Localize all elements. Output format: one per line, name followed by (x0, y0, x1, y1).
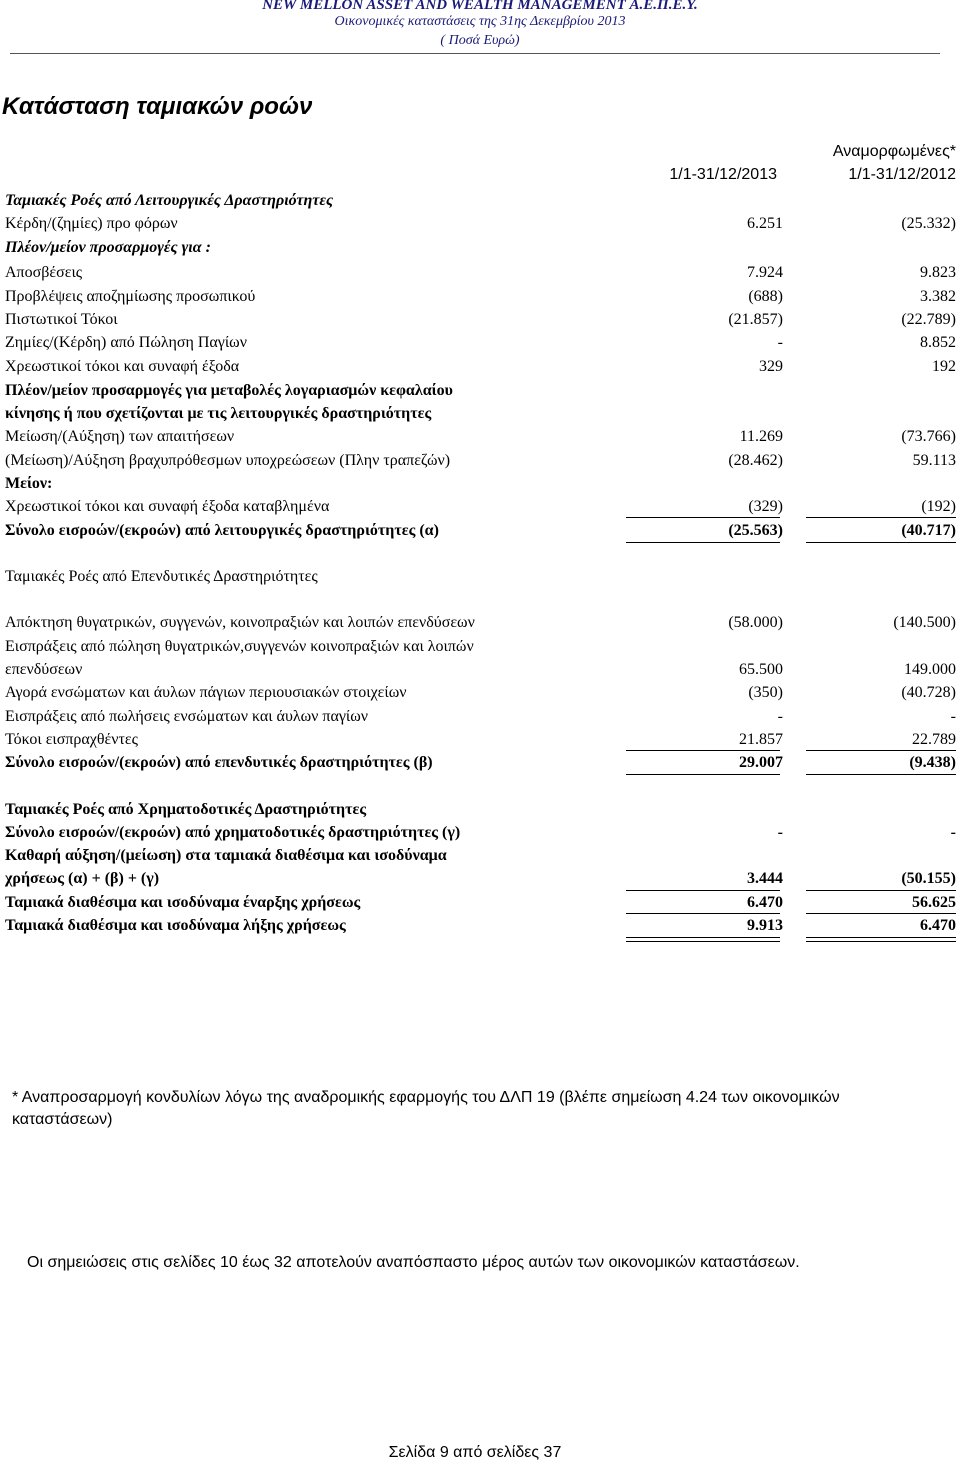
table-row: Μείον: (5, 475, 53, 492)
subtotal-rule (806, 913, 956, 914)
total-rule (626, 542, 780, 543)
subtotal-rule (626, 750, 780, 751)
table-row: Εισπράξεις από πωλήσεις ενσώματων και άυλων παγίων - - (5, 708, 956, 725)
table-row: Πλέον/μείον προσαρμογές για μεταβολές λογαριασμών κεφαλαίου (5, 382, 453, 399)
table-row: Χρεωστικοί τόκοι και συναφή έξοδα καταβλημένα (329) (192) (5, 498, 956, 515)
closing-cash-row: Ταμιακά διαθέσιμα και ισοδύναμα λήξης χρήσεως 9.913 6.470 (5, 917, 956, 934)
table-row: Πλέον/μείον προσαρμογές για : (5, 239, 211, 256)
subtotal-rule (626, 913, 780, 914)
total-row-operating: Σύνολο εισροών/(εκροών) από λειτουργικές δραστηριότητες (α) (25.563) (40.717) (5, 522, 956, 539)
table-row: Αποσβέσεις 7.924 9.823 (5, 264, 956, 281)
table-row: (Μείωση)/Αύξηση βραχυπρόθεσμων υποχρεώσεων (Πλην τραπεζών) (28.462) 59.113 (5, 452, 956, 469)
section-financing: Ταμιακές Ροές από Χρηματοδοτικές Δραστηριότητες (5, 801, 367, 818)
subtotal-rule (626, 890, 780, 891)
total-rule (626, 774, 780, 775)
opening-cash-row: Ταμιακά διαθέσιμα και ισοδύναμα έναρξης χρήσεως 6.470 56.625 (5, 894, 956, 911)
subtotal-rule (806, 890, 956, 891)
table-row: Καθαρή αύξηση/(μείωση) στα ταμιακά διαθέσιμα και ισοδύναμα (5, 847, 447, 864)
currency-note: ( Ποσά Ευρώ) (440, 33, 520, 48)
double-rule (806, 941, 956, 942)
column-header-2012: 1/1-31/12/2012 (848, 166, 956, 183)
total-rule (806, 542, 956, 543)
section-operating: Ταμιακές Ροές από Λειτουργικές Δραστηριότητες (5, 192, 334, 209)
table-row: Ζημίες/(Κέρδη) από Πώληση Παγίων - 8.852 (5, 334, 956, 351)
double-rule (806, 937, 956, 938)
section-investing: Ταμιακές Ροές από Επενδυτικές Δραστηριότητες (5, 568, 318, 585)
total-rule (806, 774, 956, 775)
table-row: Μείωση/(Αύξηση) των απαιτήσεων 11.269 (73.766) (5, 428, 956, 445)
restatement-footnote: * Αναπροσαρμογή κονδυλίων λόγω της αναδρομικής εφαρμογής του ΔΛΠ 19 (βλέπε σημείωση 4.24 των οικονομικών καταστάσεων) (12, 1089, 840, 1128)
total-row-investing: Σύνολο εισροών/(εκροών) από επενδυτικές δραστηριότητες (β) 29.007 (9.438) (5, 754, 956, 771)
total-row-financing: Σύνολο εισροών/(εκροών) από χρηματοδοτικές δραστηριότητες (γ) - - (5, 824, 956, 841)
column-header-2013: 1/1-31/12/2013 (669, 166, 777, 183)
statements-subtitle: Οικονομικές καταστάσεις της 31ης Δεκεμβρίου 2013 (334, 14, 626, 29)
table-row: Πιστωτικοί Τόκοι (21.857) (22.789) (5, 311, 956, 328)
table-row: Προβλέψεις αποζημίωσης προσωπικού (688) 3.382 (5, 288, 956, 305)
table-row: επενδύσεων 65.500 149.000 (5, 661, 956, 678)
subtotal-rule (806, 517, 956, 518)
page-number: Σελίδα 9 από σελίδες 37 (388, 1444, 562, 1461)
page-title: Κατάσταση ταμιακών ροών (2, 93, 313, 120)
subtotal-rule (626, 517, 780, 518)
company-name: NEW MELLON ASSET AND WEALTH MANAGEMENT Α.Ε.Π.Ε.Υ. (262, 0, 698, 13)
table-row: Τόκοι εισπραχθέντες 21.857 22.789 (5, 731, 956, 748)
table-row: κίνησης ή που σχετίζονται με τις λειτουργικές δραστηριότητες (5, 405, 432, 422)
table-row: Αγορά ενσώματων και άυλων πάγιων περιουσιακών στοιχείων (350) (40.728) (5, 684, 956, 701)
subtotal-rule (806, 750, 956, 751)
table-row: Εισπράξεις από πώληση θυγατρικών,συγγενών κοινοπραξιών και λοιπών (5, 638, 474, 655)
table-row: Απόκτηση θυγατρικών, συγγενών, κοινοπραξιών και λοιπών επενδύσεων (58.000) (140.500) (5, 614, 956, 631)
double-rule (626, 937, 780, 938)
restated-label: Αναμορφωμένες* (832, 143, 956, 160)
double-rule (626, 941, 780, 942)
header-divider (10, 53, 940, 54)
notes-reference: Οι σημειώσεις στις σελίδες 10 έως 32 αποτελούν αναπόσπαστο μέρος αυτών των οικονομικών καταστάσεων. (27, 1254, 800, 1271)
net-change-row: χρήσεως (α) + (β) + (γ) 3.444 (50.155) (5, 870, 956, 887)
table-row: Κέρδη/(ζημίες) προ φόρων 6.251 (25.332) (5, 215, 956, 232)
table-row: Χρεωστικοί τόκοι και συναφή έξοδα 329 192 (5, 358, 956, 375)
